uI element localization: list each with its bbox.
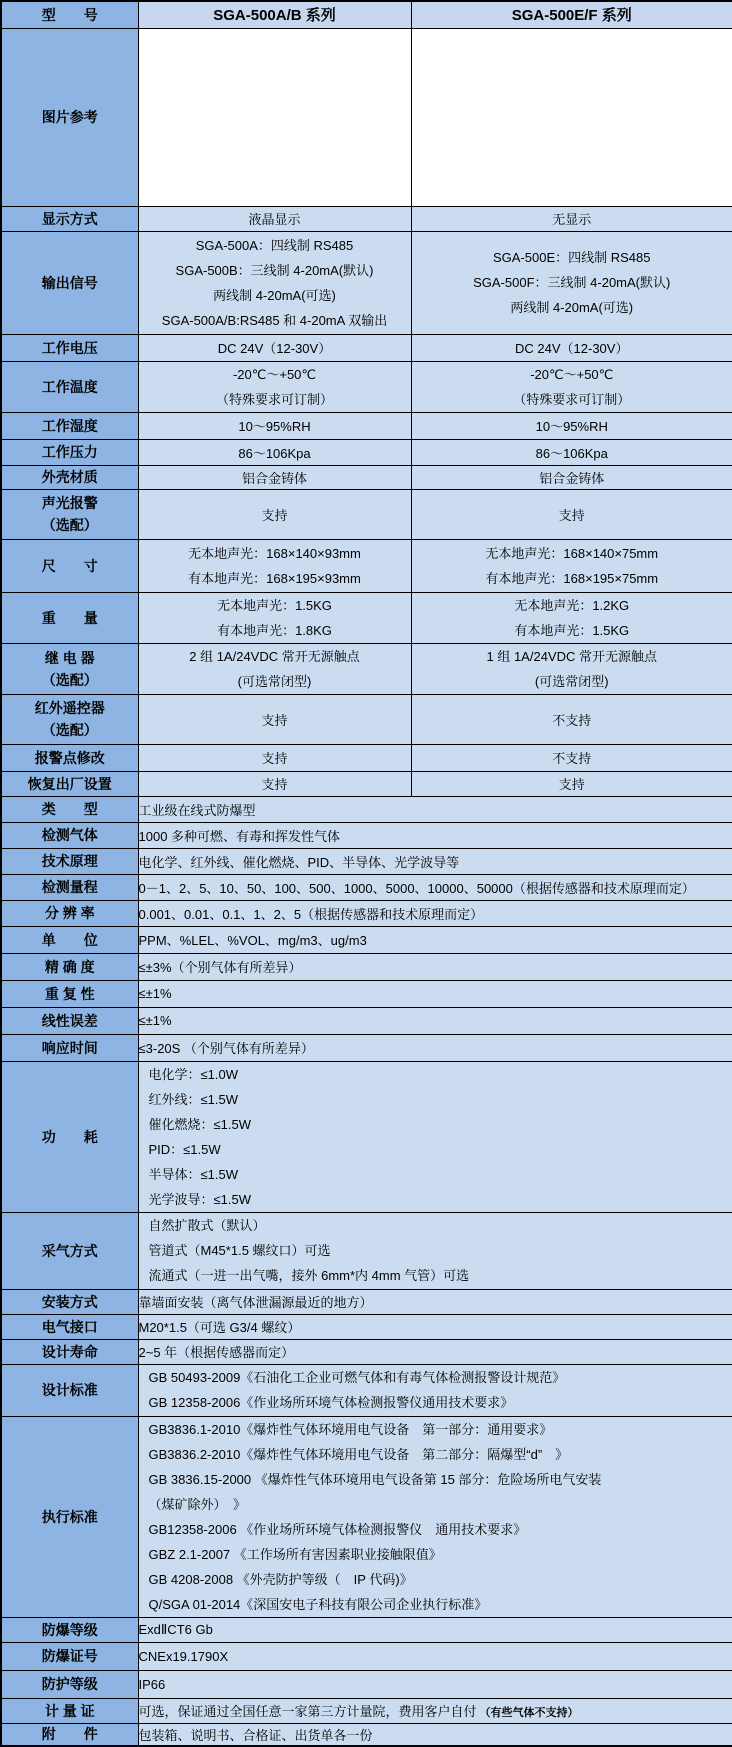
spec-label-linearity: 线性误差 [1,1007,138,1034]
spec-label-design-std: 设计标准 [1,1364,138,1416]
spec-label-humidity: 工作湿度 [1,412,138,439]
row-repeatability [1,980,732,1007]
spec-label-av-alarm: 声光报警 （选配） [1,489,138,539]
spec-accessories-value: 包装箱、说明书、合格证、出货单各一份 [138,1723,732,1746]
spec-repeatability-value: ≤±1% [138,980,732,1007]
header-series-ab: SGA-500A/B 系列 [138,1,411,28]
spec-factory-reset-b: 支持 [411,771,732,796]
spec-label-relay: 继 电 器 （选配） [1,643,138,694]
spec-label-output: 输出信号 [1,231,138,334]
spec-label-protection: 防护等级 [1,1670,138,1698]
spec-gases-value: 1000 多种可燃、有毒和挥发性气体 [138,822,732,848]
row-resolution [1,900,732,926]
spec-label-power: 功 耗 [1,1061,138,1212]
row-metering [1,1698,732,1723]
spec-humidity-a: 10～95%RH [138,412,411,439]
product-image-b [411,28,732,206]
row-relay [1,643,732,694]
spec-size-a: 无本地声光：168×140×93mm 有本地声光：168×195×93mm [138,539,411,592]
row-weight [1,592,732,643]
spec-shell-a: 铝合金铸体 [138,465,411,489]
spec-label-accessories: 附 件 [1,1723,138,1746]
spec-remote-b: 不支持 [411,694,732,744]
row-voltage [1,334,732,361]
spec-alarm-point-b: 不支持 [411,744,732,771]
spec-av-alarm-a: 支持 [138,489,411,539]
row-temperature [1,361,732,412]
spec-response-value: ≤3-20S （个别气体有所差异） [138,1034,732,1061]
row-type [1,796,732,822]
row-factory-reset [1,771,732,796]
row-install [1,1289,732,1314]
spec-exproof-grade-value: ExdⅡCT6 Gb [138,1617,732,1642]
spec-label-factory-reset: 恢复出厂设置 [1,771,138,796]
row-exproof-cert [1,1642,732,1670]
row-response [1,1034,732,1061]
spec-range-value: 0－1、2、5、10、50、100、500、1000、5000、10000、50000（根据传感器和技术原理而定） [138,874,732,900]
spec-label-exproof-cert: 防爆证号 [1,1642,138,1670]
spec-factory-reset-a: 支持 [138,771,411,796]
header-model-label: 型 号 [1,1,138,28]
spec-label-display: 显示方式 [1,206,138,231]
spec-accuracy-value: ≤±3%（个别气体有所差异） [138,953,732,980]
row-power [1,1061,732,1212]
spec-remote-a: 支持 [138,694,411,744]
spec-protection-value: IP66 [138,1670,732,1698]
spec-display-b: 无显示 [411,206,732,231]
spec-relay-a: 2 组 1A/24VDC 常开无源触点 (可选常闭型) [138,643,411,694]
spec-output-b: SGA-500E：四线制 RS485 SGA-500F：三线制 4-20mA(默认) 两线制 4-20mA(可选) [411,231,732,334]
row-output [1,231,732,334]
row-exec-std [1,1416,732,1617]
spec-label-gases: 检测气体 [1,822,138,848]
spec-size-b: 无本地声光：168×140×75mm 有本地声光：168×195×75mm [411,539,732,592]
spec-voltage-b: DC 24V（12-30V） [411,334,732,361]
spec-label-weight: 重 量 [1,592,138,643]
header-series-ef: SGA-500E/F 系列 [411,1,732,28]
spec-av-alarm-b: 支持 [411,489,732,539]
spec-linearity-value: ≤±1% [138,1007,732,1034]
spec-label-response: 响应时间 [1,1034,138,1061]
row-accuracy [1,953,732,980]
spec-display-a: 液晶显示 [138,206,411,231]
product-image-a [138,28,411,206]
spec-label-install: 安装方式 [1,1289,138,1314]
row-design-std [1,1364,732,1416]
spec-label-shell: 外壳材质 [1,465,138,489]
spec-alarm-point-a: 支持 [138,744,411,771]
row-av-alarm [1,489,732,539]
spec-design-std-value: GB 50493-2009《石油化工企业可燃气体和有毒气体检测报警设计规范》 GB 12358-2006《作业场所环境气体检测报警仪通用技术要求》 [138,1364,732,1416]
spec-pressure-b: 86～106Kpa [411,439,732,465]
row-pressure [1,439,732,465]
row-exproof-grade [1,1617,732,1642]
spec-label-temperature: 工作温度 [1,361,138,412]
spec-label-lifespan: 设计寿命 [1,1339,138,1364]
metering-text: 可选，保证通过全国任意一家第三方计量院，费用客户自付 [138,1704,477,1719]
row-display [1,206,732,231]
spec-humidity-b: 10～95%RH [411,412,732,439]
row-shell [1,465,732,489]
spec-label-remote: 红外遥控器 （选配） [1,694,138,744]
row-interface [1,1314,732,1339]
row-remote [1,694,732,744]
header-row [1,1,732,28]
row-alarm-point [1,744,732,771]
spec-type-value: 工业级在线式防爆型 [138,796,732,822]
spec-exec-std-value: GB3836.1-2010《爆炸性气体环境用电气设备 第一部分：通用要求》 GB3836.2-2010《爆炸性气体环境用电气设备 第二部分：隔爆型“d” 》 GB 3836.15-2000 《爆炸性气体环境用电气设备第 15 部分：危险场所电气安装 （煤矿除外） 》 GB12358-2006 《作业场所环境气体检测报警仪 通用技术要求》 GBZ 2.1-2007 《工作场所有害因素职业接触限值》 GB 4208-2008 《外壳防护等级（ IP 代码)》 Q/SGA 01-2014《深国安电子科技有限公司企业执行标准》 [138,1416,732,1617]
row-range [1,874,732,900]
spec-interface-value: M20*1.5（可选 G3/4 螺纹） [138,1314,732,1339]
row-linearity [1,1007,732,1034]
spec-label-metering: 计 量 证 [1,1698,138,1723]
spec-output-a: SGA-500A：四线制 RS485 SGA-500B：三线制 4-20mA(默认) 两线制 4-20mA(可选) SGA-500A/B:RS485 和 4-20mA 双输出 [138,231,411,334]
spec-label-exec-std: 执行标准 [1,1416,138,1617]
spec-resolution-value: 0.001、0.01、0.1、1、2、5（根据传感器和技术原理而定） [138,900,732,926]
spec-exproof-cert-value: CNEx19.1790X [138,1642,732,1670]
spec-unit-value: PPM、%LEL、%VOL、mg/m3、ug/m3 [138,926,732,953]
row-gases [1,822,732,848]
spec-label-size: 尺 寸 [1,539,138,592]
spec-label-sampling: 采气方式 [1,1212,138,1289]
spec-label-resolution: 分 辨 率 [1,900,138,926]
image-row-label: 图片参考 [1,28,138,206]
spec-label-repeatability: 重 复 性 [1,980,138,1007]
spec-label-pressure: 工作压力 [1,439,138,465]
row-sampling [1,1212,732,1289]
spec-install-value: 靠墙面安装（离气体泄漏源最近的地方） [138,1289,732,1314]
spec-label-exproof-grade: 防爆等级 [1,1617,138,1642]
metering-note: （有些气体不支持） [479,1707,579,1719]
row-size [1,539,732,592]
spec-temperature-b: -20℃～+50℃ （特殊要求可订制） [411,361,732,412]
spec-shell-b: 铝合金铸体 [411,465,732,489]
spec-voltage-a: DC 24V（12-30V） [138,334,411,361]
spec-label-voltage: 工作电压 [1,334,138,361]
spec-metering-value [138,1698,732,1723]
spec-label-principle: 技术原理 [1,848,138,874]
spec-label-range: 检测量程 [1,874,138,900]
spec-lifespan-value: 2~5 年（根据传感器而定） [138,1339,732,1364]
row-accessories [1,1723,732,1746]
spec-pressure-a: 86～106Kpa [138,439,411,465]
row-humidity [1,412,732,439]
spec-principle-value: 电化学、红外线、催化燃烧、PID、半导体、光学波导等 [138,848,732,874]
spec-label-type: 类 型 [1,796,138,822]
spec-label-unit: 单 位 [1,926,138,953]
row-protection [1,1670,732,1698]
row-lifespan [1,1339,732,1364]
row-unit [1,926,732,953]
spec-relay-b: 1 组 1A/24VDC 常开无源触点 (可选常闭型) [411,643,732,694]
spec-sampling-value: 自然扩散式（默认） 管道式（M45*1.5 螺纹口）可选 流通式（一进一出气嘴，接外 6mm*内 4mm 气管）可选 [138,1212,732,1289]
spec-weight-a: 无本地声光：1.5KG 有本地声光：1.8KG [138,592,411,643]
spec-power-value: 电化学：≤1.0W 红外线：≤1.5W 催化燃烧：≤1.5W PID：≤1.5W 半导体：≤1.5W 光学波导：≤1.5W [138,1061,732,1212]
spec-label-alarm-point: 报警点修改 [1,744,138,771]
spec-label-accuracy: 精 确 度 [1,953,138,980]
spec-temperature-a: -20℃～+50℃ （特殊要求可订制） [138,361,411,412]
row-principle [1,848,732,874]
spec-label-interface: 电气接口 [1,1314,138,1339]
image-row [1,28,732,206]
spec-weight-b: 无本地声光：1.2KG 有本地声光：1.5KG [411,592,732,643]
